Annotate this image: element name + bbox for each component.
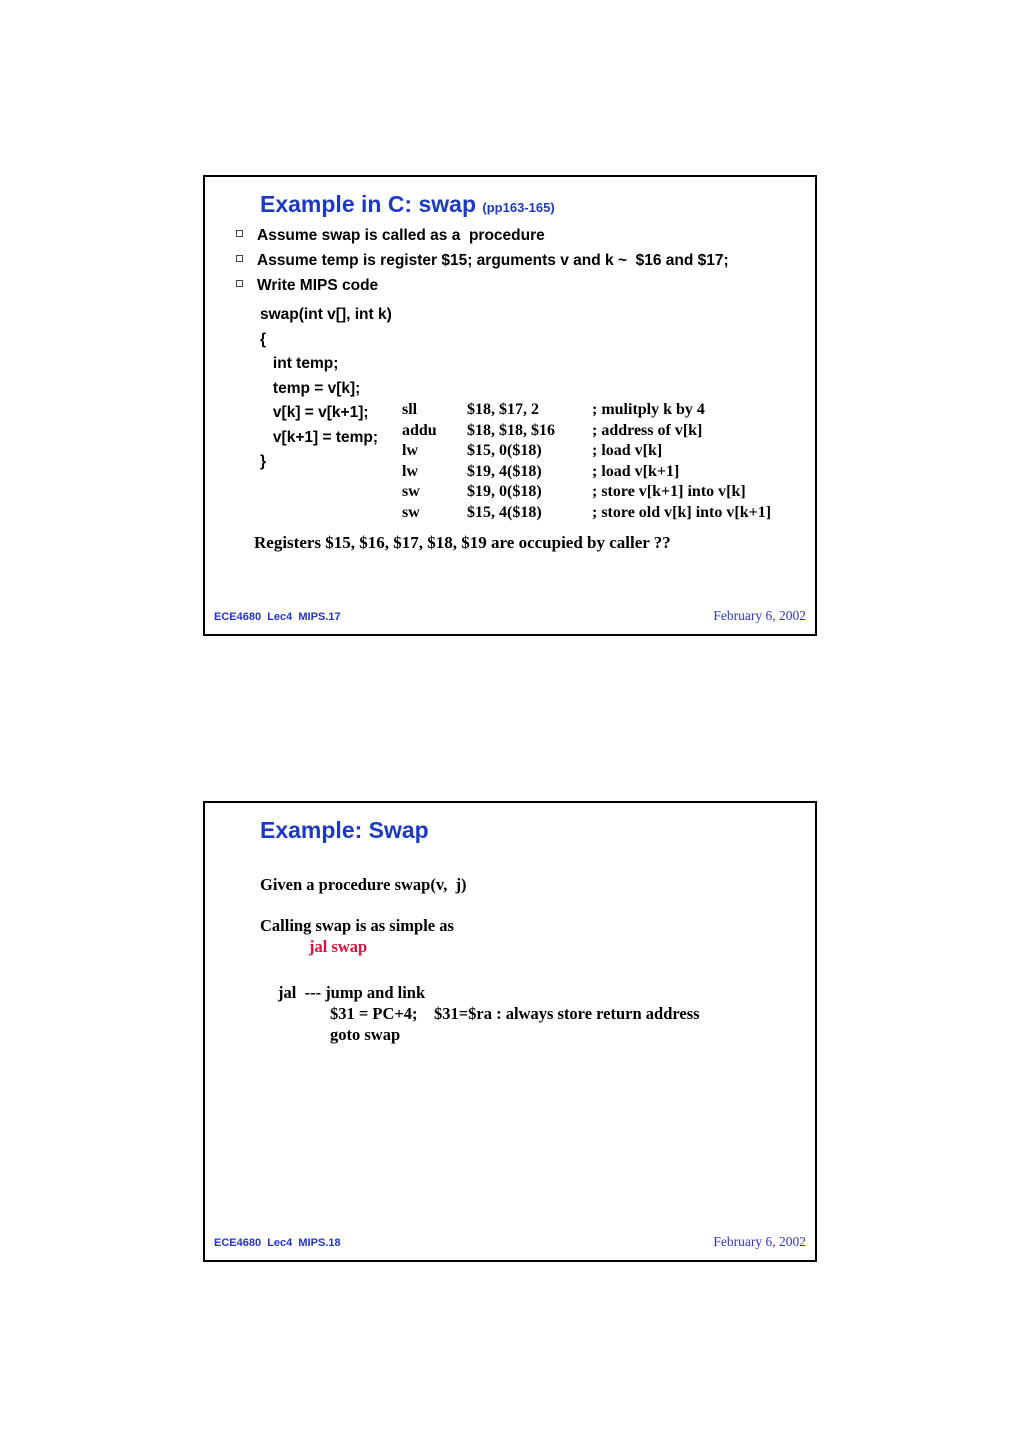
mips-comment: ; address of v[k] — [592, 421, 703, 439]
mips-instruction-row — [402, 483, 771, 504]
mips-instruction-row — [402, 422, 771, 443]
mips-opcode: addu — [402, 421, 437, 439]
c-code-line: v[k+1] = temp; — [260, 428, 379, 446]
mips-opcode: sll — [402, 401, 418, 418]
square-bullet-icon — [236, 255, 243, 262]
jal-pc-expr: $31 = PC+4; — [330, 1004, 418, 1023]
slide-date: February 6, 2002 — [713, 608, 806, 623]
mips-opcode: lw — [402, 442, 418, 459]
mips-instruction-row — [402, 504, 771, 525]
slide-title-text: Example in C: swap — [260, 191, 477, 217]
jal-semantics-line — [330, 1004, 700, 1024]
mips-operands: $18, $18, $16 — [467, 421, 555, 439]
line-calling-swap: Calling swap is as simple as — [260, 916, 454, 935]
slide-footer — [214, 1234, 806, 1250]
bullet-item — [236, 227, 729, 252]
slide-mips-17 — [203, 175, 817, 636]
c-code-line: temp = v[k]; — [260, 379, 361, 397]
c-code-line: { — [260, 330, 267, 348]
mips-operands: $19, 0($18) — [467, 483, 542, 500]
mips-opcode: lw — [402, 462, 418, 480]
jal-ra-note: $31=$ra : always store return address — [434, 1004, 700, 1023]
mips-comment: ; store old v[k] into v[k+1] — [592, 503, 772, 521]
slide-footer — [214, 608, 806, 624]
jal-definition: jal --- jump and link — [278, 983, 426, 1002]
line-given-procedure: Given a procedure swap(v, j) — [260, 875, 467, 894]
mips-comment: ; mulitply k by 4 — [592, 401, 705, 418]
slide-date: February 6, 2002 — [713, 1234, 806, 1249]
mips-comment: ; load v[k+1] — [592, 462, 680, 480]
slide-title — [260, 191, 555, 218]
bullet-item — [236, 252, 729, 277]
mips-operands: $15, 0($18) — [467, 442, 542, 459]
bullet-text: Assume swap is called as a procedure — [257, 227, 545, 244]
mips-opcode: sw — [402, 503, 420, 521]
mips-operands: $19, 4($18) — [467, 462, 542, 480]
slide-title-text: Example: Swap — [260, 817, 429, 843]
slide-mips-18 — [203, 801, 817, 1262]
mips-operands: $15, 4($18) — [467, 503, 542, 521]
mips-comment: ; load v[k] — [592, 442, 663, 459]
jal-swap-highlight: jal swap — [309, 937, 368, 956]
mips-instruction-row — [402, 401, 771, 422]
bullet-text: Write MIPS code — [257, 277, 379, 294]
course-slide-id: ECE4680 Lec4 MIPS.17 — [214, 611, 341, 623]
mips-operands: $18, $17, 2 — [467, 401, 539, 418]
slide-title — [260, 817, 429, 844]
mips-code-block — [402, 401, 771, 524]
c-code-block — [260, 306, 392, 478]
c-code-line: } — [260, 453, 267, 470]
mips-opcode: sw — [402, 483, 420, 500]
course-slide-id: ECE4680 Lec4 MIPS.18 — [214, 1237, 341, 1249]
goto-swap-line: goto swap — [330, 1025, 401, 1044]
c-code-line: int temp; — [260, 355, 339, 372]
square-bullet-icon — [236, 230, 243, 237]
mips-instruction-row — [402, 463, 771, 484]
bullet-list — [236, 227, 729, 302]
mips-comment: ; store v[k+1] into v[k] — [592, 483, 746, 500]
slide-title-suffix: (pp163-165) — [482, 200, 555, 215]
square-bullet-icon — [236, 280, 243, 287]
mips-instruction-row — [402, 442, 771, 463]
c-code-line: v[k] = v[k+1]; — [260, 404, 369, 421]
c-code-line: swap(int v[], int k) — [260, 306, 392, 323]
bullet-item — [236, 277, 729, 302]
bullet-text: Assume temp is register $15; arguments v and k ~ $16 and $17; — [257, 252, 729, 269]
registers-note: Registers $15, $16, $17, $18, $19 are occupied by caller ?? — [254, 533, 671, 552]
